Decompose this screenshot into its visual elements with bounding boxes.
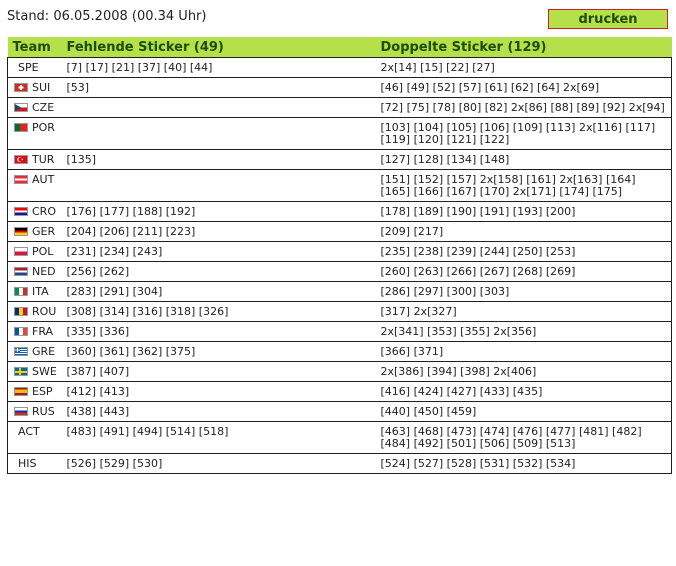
team-code: POL xyxy=(32,245,54,258)
team-cell xyxy=(8,282,62,302)
flag-esp-icon xyxy=(14,387,28,396)
team-cell xyxy=(8,118,62,150)
stand-timestamp: Stand: 06.05.2008 (00.34 Uhr) xyxy=(7,9,207,24)
table-row xyxy=(8,422,672,454)
team-code: CRO xyxy=(32,205,56,218)
missing-stickers-cell: [412] [413] xyxy=(62,382,376,402)
duplicate-stickers-cell: [317] 2x[327] xyxy=(376,302,672,322)
missing-stickers-cell: [308] [314] [316] [318] [326] xyxy=(62,302,376,322)
duplicate-stickers-cell: [127] [128] [134] [148] xyxy=(376,150,672,170)
team-cell xyxy=(8,262,62,282)
team-code: GER xyxy=(32,225,56,238)
duplicate-stickers-cell: 2x[341] [353] [355] 2x[356] xyxy=(376,322,672,342)
team-cell xyxy=(8,170,62,202)
table-row xyxy=(8,322,672,342)
table-row xyxy=(8,262,672,282)
duplicate-stickers-cell: [463] [468] [473] [474] [476] [477] [481] [482] [484] [492] [501] [506] [509] [513] xyxy=(376,422,672,454)
missing-stickers-cell: [335] [336] xyxy=(62,322,376,342)
team-code: ROU xyxy=(32,305,57,318)
team-code: AUT xyxy=(32,173,55,186)
team-cell xyxy=(8,382,62,402)
team-cell xyxy=(8,362,62,382)
table-row xyxy=(8,282,672,302)
duplicate-stickers-cell: [209] [217] xyxy=(376,222,672,242)
team-code: CZE xyxy=(32,101,55,114)
team-code: SPE xyxy=(18,61,39,74)
flag-rus-icon xyxy=(14,407,28,416)
flag-sui-icon xyxy=(14,83,28,92)
missing-stickers-cell: [135] xyxy=(62,150,376,170)
missing-stickers-cell: [176] [177] [188] [192] xyxy=(62,202,376,222)
team-code: ESP xyxy=(32,385,53,398)
table-row xyxy=(8,98,672,118)
team-cell xyxy=(8,402,62,422)
missing-stickers-cell: [526] [529] [530] xyxy=(62,454,376,474)
table-row xyxy=(8,202,672,222)
flag-swe-icon xyxy=(14,367,28,376)
missing-stickers-cell: [231] [234] [243] xyxy=(62,242,376,262)
missing-stickers-cell xyxy=(62,98,376,118)
team-code: HIS xyxy=(18,457,37,470)
team-cell xyxy=(8,150,62,170)
duplicate-stickers-cell: [440] [450] [459] xyxy=(376,402,672,422)
missing-stickers-cell: [283] [291] [304] xyxy=(62,282,376,302)
flag-aut-icon xyxy=(14,175,28,184)
team-code: NED xyxy=(32,265,56,278)
duplicate-stickers-cell: [46] [49] [52] [57] [61] [62] [64] 2x[69] xyxy=(376,78,672,98)
duplicate-stickers-cell: [235] [238] [239] [244] [250] [253] xyxy=(376,242,672,262)
duplicate-stickers-cell: [178] [189] [190] [191] [193] [200] xyxy=(376,202,672,222)
duplicate-stickers-cell: 2x[14] [15] [22] [27] xyxy=(376,58,672,78)
table-row xyxy=(8,342,672,362)
team-cell xyxy=(8,78,62,98)
flag-ned-icon xyxy=(14,267,28,276)
duplicate-stickers-cell: [286] [297] [300] [303] xyxy=(376,282,672,302)
missing-stickers-cell: [387] [407] xyxy=(62,362,376,382)
duplicate-stickers-cell: [103] [104] [105] [106] [109] [113] 2x[116] [117] [119] [120] [121] [122] xyxy=(376,118,672,150)
table-row xyxy=(8,362,672,382)
table-header-row xyxy=(8,37,672,58)
missing-stickers-cell: [7] [17] [21] [37] [40] [44] xyxy=(62,58,376,78)
sticker-table xyxy=(7,37,672,474)
table-row xyxy=(8,242,672,262)
table-row xyxy=(8,58,672,78)
column-header-team: Team xyxy=(8,37,62,58)
table-row xyxy=(8,402,672,422)
duplicate-stickers-cell: 2x[386] [394] [398] 2x[406] xyxy=(376,362,672,382)
missing-stickers-cell: [438] [443] xyxy=(62,402,376,422)
missing-stickers-cell: [53] xyxy=(62,78,376,98)
table-row xyxy=(8,118,672,150)
column-header-missing: Fehlende Sticker (49) xyxy=(62,37,376,58)
flag-pol-icon xyxy=(14,247,28,256)
missing-stickers-cell: [483] [491] [494] [514] [518] xyxy=(62,422,376,454)
missing-stickers-cell xyxy=(62,118,376,150)
flag-por-icon xyxy=(14,123,28,132)
team-code: SWE xyxy=(32,365,57,378)
table-row xyxy=(8,78,672,98)
duplicate-stickers-cell: [524] [527] [528] [531] [532] [534] xyxy=(376,454,672,474)
table-row xyxy=(8,222,672,242)
team-cell xyxy=(8,222,62,242)
table-row xyxy=(8,150,672,170)
team-cell xyxy=(8,98,62,118)
team-cell xyxy=(8,422,62,454)
missing-stickers-cell xyxy=(62,170,376,202)
table-row xyxy=(8,454,672,474)
table-row xyxy=(8,382,672,402)
flag-ita-icon xyxy=(14,287,28,296)
duplicate-stickers-cell: [260] [263] [266] [267] [268] [269] xyxy=(376,262,672,282)
table-row xyxy=(8,302,672,322)
duplicate-stickers-cell: [416] [424] [427] [433] [435] xyxy=(376,382,672,402)
team-code: RUS xyxy=(32,405,55,418)
flag-cro-icon xyxy=(14,207,28,216)
team-code: GRE xyxy=(32,345,56,358)
team-code: POR xyxy=(32,121,55,134)
team-cell xyxy=(8,342,62,362)
flag-tur-icon xyxy=(14,155,28,164)
missing-stickers-cell: [360] [361] [362] [375] xyxy=(62,342,376,362)
print-button[interactable]: drucken xyxy=(548,9,668,29)
missing-stickers-cell: [204] [206] [211] [223] xyxy=(62,222,376,242)
team-cell xyxy=(8,202,62,222)
team-code: SUI xyxy=(32,81,51,94)
team-code: FRA xyxy=(32,325,54,338)
team-cell xyxy=(8,302,62,322)
flag-cze-icon xyxy=(14,103,28,112)
team-code: ITA xyxy=(32,285,49,298)
table-row xyxy=(8,170,672,202)
duplicate-stickers-cell: [72] [75] [78] [80] [82] 2x[86] [88] [89] [92] 2x[94] xyxy=(376,98,672,118)
team-cell xyxy=(8,58,62,78)
team-code: ACT xyxy=(18,425,40,438)
column-header-duplicates: Doppelte Sticker (129) xyxy=(376,37,672,58)
team-cell xyxy=(8,454,62,474)
duplicate-stickers-cell: [366] [371] xyxy=(376,342,672,362)
team-cell xyxy=(8,242,62,262)
missing-stickers-cell: [256] [262] xyxy=(62,262,376,282)
flag-rou-icon xyxy=(14,307,28,316)
team-cell xyxy=(8,322,62,342)
duplicate-stickers-cell: [151] [152] [157] 2x[158] [161] 2x[163] [164] [165] [166] [167] [170] 2x[171] [174] [175] xyxy=(376,170,672,202)
flag-gre-icon xyxy=(14,347,28,356)
team-code: TUR xyxy=(32,153,55,166)
flag-fra-icon xyxy=(14,327,28,336)
flag-ger-icon xyxy=(14,227,28,236)
